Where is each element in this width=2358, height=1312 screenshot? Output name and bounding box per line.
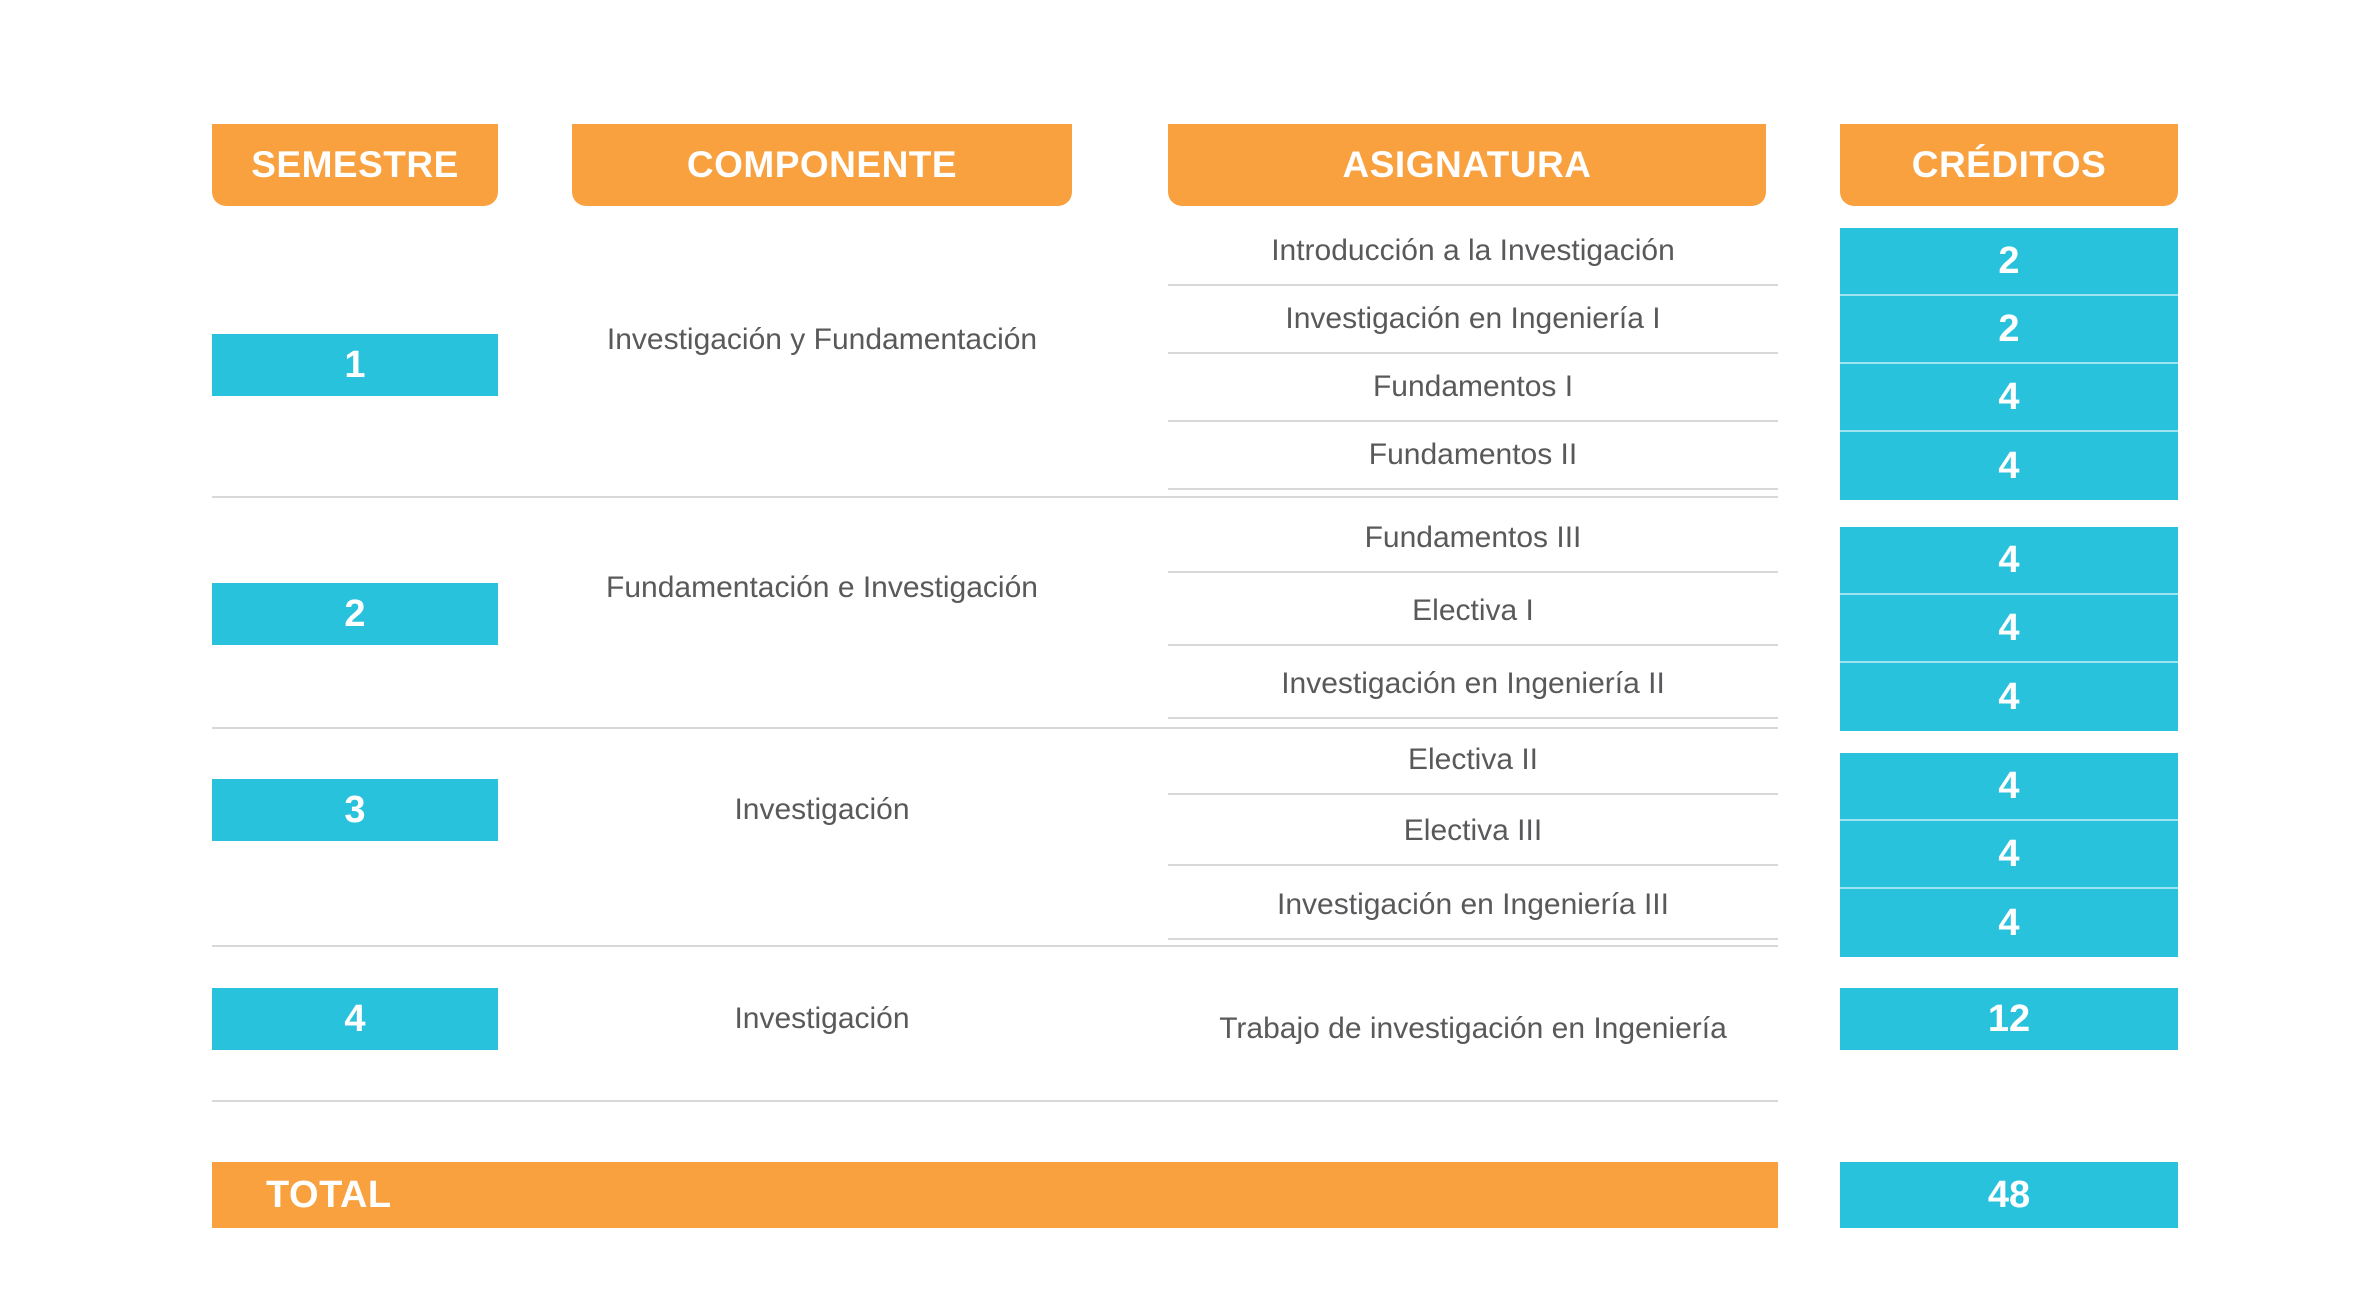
credit-chip: 4 xyxy=(1840,432,2178,500)
course-row: Fundamentos III xyxy=(1168,505,1778,573)
group-divider xyxy=(212,496,1778,498)
course-row: Investigación en Ingeniería III xyxy=(1168,872,1778,940)
semester-chip-3 xyxy=(212,779,498,841)
credit-chip: 4 xyxy=(1840,889,2178,957)
column-header-creditos xyxy=(1840,124,2178,206)
semester-chip-2 xyxy=(212,583,498,645)
total-credits: 48 xyxy=(1840,1162,2178,1228)
semester-chip-1-label: 1 xyxy=(344,343,366,386)
column-header-asignatura xyxy=(1168,124,1766,206)
column-header-asignatura-label: ASIGNATURA xyxy=(1342,144,1592,185)
column-header-semestre-label: SEMESTRE xyxy=(251,144,459,185)
semester-chip-2-label: 2 xyxy=(344,592,366,635)
course-row: Electiva I xyxy=(1168,578,1778,646)
course-row: Fundamentos II xyxy=(1168,422,1778,490)
column-header-semestre xyxy=(212,124,498,206)
credit-chip: 2 xyxy=(1840,296,2178,364)
course-row: Investigación en Ingeniería I xyxy=(1168,286,1778,354)
semester-chip-4-label: 4 xyxy=(344,997,366,1040)
credit-chip: 4 xyxy=(1840,364,2178,432)
semester-chip-1 xyxy=(212,334,498,396)
component-label-2: Fundamentación e Investigación xyxy=(606,571,1038,604)
course-row: Electiva II xyxy=(1168,727,1778,795)
semester-chip-3-label: 3 xyxy=(344,788,366,831)
course-row: Introducción a la Investigación xyxy=(1168,218,1778,286)
component-label-4: Investigación xyxy=(734,1002,910,1035)
course-row: Trabajo de investigación en Ingeniería xyxy=(1219,1012,1727,1045)
course-row: Investigación en Ingeniería II xyxy=(1168,651,1778,719)
course-row: Fundamentos I xyxy=(1168,354,1778,422)
credit-chip: 4 xyxy=(1840,595,2178,663)
credit-chip: 4 xyxy=(1840,753,2178,821)
total-row xyxy=(212,1162,1778,1228)
credit-chip: 12 xyxy=(1840,988,2178,1050)
credit-chip: 4 xyxy=(1840,527,2178,595)
component-label-3: Investigación xyxy=(734,793,910,826)
credit-chip: 4 xyxy=(1840,663,2178,731)
column-header-componente xyxy=(572,124,1072,206)
column-header-componente-label: COMPONENTE xyxy=(686,144,958,185)
credit-chip: 4 xyxy=(1840,821,2178,889)
component-label-1: Investigación y Fundamentación xyxy=(606,323,1038,356)
credit-chip: 2 xyxy=(1840,228,2178,296)
total-label: TOTAL xyxy=(266,1173,392,1216)
group-divider xyxy=(212,1100,1778,1102)
column-header-creditos-label: CRÉDITOS xyxy=(1911,144,2107,185)
group-divider xyxy=(212,945,1778,947)
semester-chip-4 xyxy=(212,988,498,1050)
course-row: Electiva III xyxy=(1168,798,1778,866)
